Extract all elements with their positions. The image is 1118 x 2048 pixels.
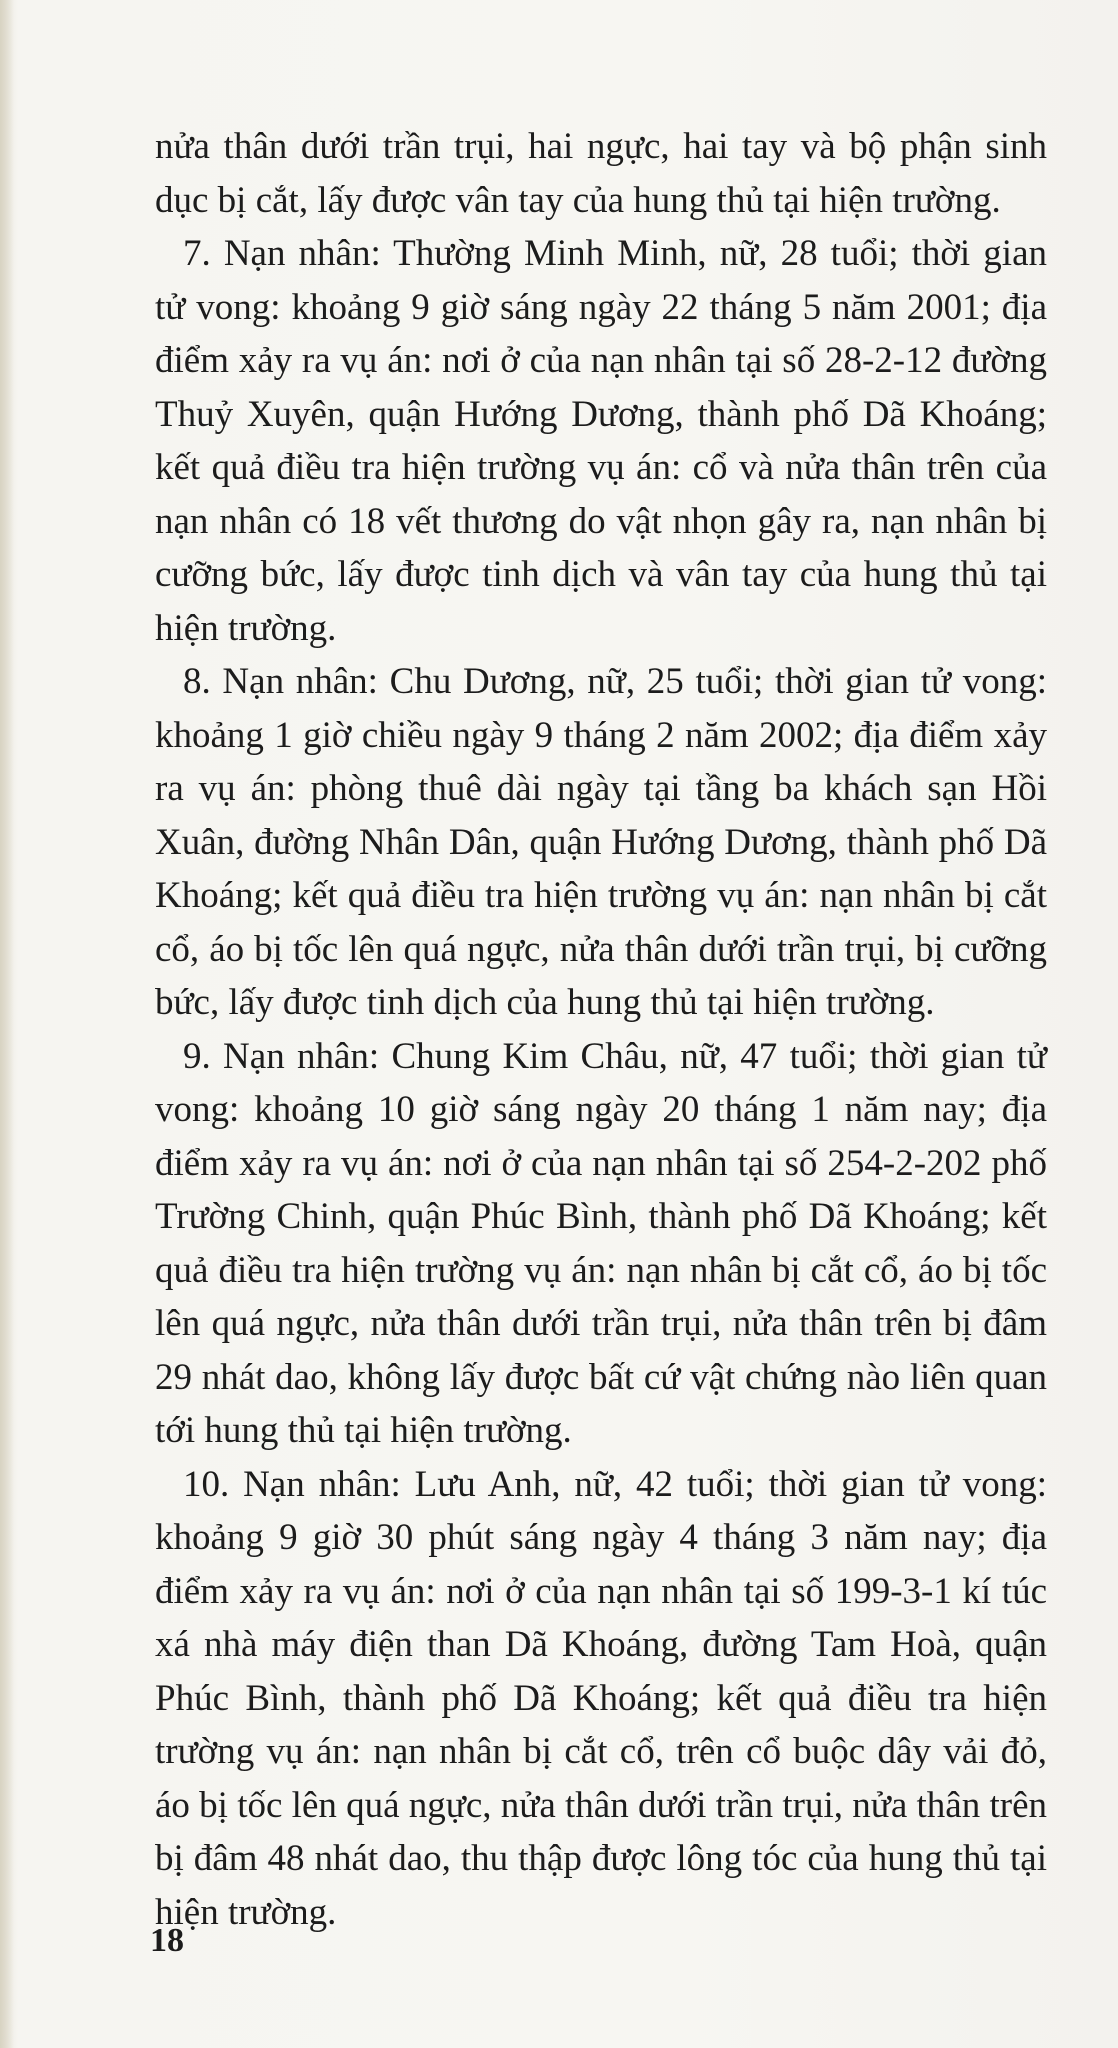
page-gutter-shadow <box>0 0 14 2048</box>
paragraph-victim-7: 7. Nạn nhân: Thường Minh Minh, nữ, 28 tuổi; thời gian tử vong: khoảng 9 giờ sáng ngày 22 tháng 5 năm 2001; địa điểm xảy ra vụ án: nơi ở của nạn nhân tại số 28-2-12 đường Thuỷ Xuyên, quận Hướng Dương, thành phố Dã Khoáng; kết quả điều tra hiện trường vụ án: cổ và nửa thân trên của nạn nhân có 18 vết thương do vật nhọn gây ra, nạn nhân bị cưỡng bức, lấy được tinh dịch và vân tay của hung thủ tại hiện trường. <box>155 233 1047 649</box>
paragraph-victim-9: 9. Nạn nhân: Chung Kim Châu, nữ, 47 tuổi; thời gian tử vong: khoảng 10 giờ sáng ngày 20 tháng 1 năm nay; địa điểm xảy ra vụ án: nơi ở của nạn nhân tại số 254-2-202 phố Trường Chinh, quận Phúc Bình, thành phố Dã Khoáng; kết quả điều tra hiện trường vụ án: nạn nhân bị cắt cổ, áo bị tốc lên quá ngực, nửa thân dưới trần trụi, nửa thân trên bị đâm 29 nhát dao, không lấy được bất cứ vật chứng nào liên quan tới hung thủ tại hiện trường. <box>155 1035 1047 1451</box>
paragraph-continuation: nửa thân dưới trần trụi, hai ngực, hai tay và bộ phận sinh dục bị cắt, lấy được vân tay của hung thủ tại hiện trường. <box>155 126 1047 221</box>
page-number: 18 <box>150 1922 184 1959</box>
paragraph-victim-10: 10. Nạn nhân: Lưu Anh, nữ, 42 tuổi; thời gian tử vong: khoảng 9 giờ 30 phút sáng ngày 4 tháng 3 năm nay; địa điểm xảy ra vụ án: nơi ở của nạn nhân tại số 199-3-1 kí túc xá nhà máy điện than Dã Khoáng, đường Tam Hoà, quận Phúc Bình, thành phố Dã Khoáng; kết quả điều tra hiện trường vụ án: nạn nhân bị cắt cổ, trên cổ buộc dây vải đỏ, áo bị tốc lên quá ngực, nửa thân dưới trần trụi, nửa thân trên bị đâm 48 nhát dao, thu thập được lông tóc của hung thủ tại hiện trường. <box>155 1463 1047 1933</box>
body-text <box>155 120 1047 1939</box>
paragraph-victim-8: 8. Nạn nhân: Chu Dương, nữ, 25 tuổi; thời gian tử vong: khoảng 1 giờ chiều ngày 9 tháng 2 năm 2002; địa điểm xảy ra vụ án: phòng thuê dài ngày tại tầng ba khách sạn Hồi Xuân, đường Nhân Dân, quận Hướng Dương, thành phố Dã Khoáng; kết quả điều tra hiện trường vụ án: nạn nhân bị cắt cổ, áo bị tốc lên quá ngực, nửa thân dưới trần trụi, bị cưỡng bức, lấy được tinh dịch của hung thủ tại hiện trường. <box>155 661 1047 1023</box>
